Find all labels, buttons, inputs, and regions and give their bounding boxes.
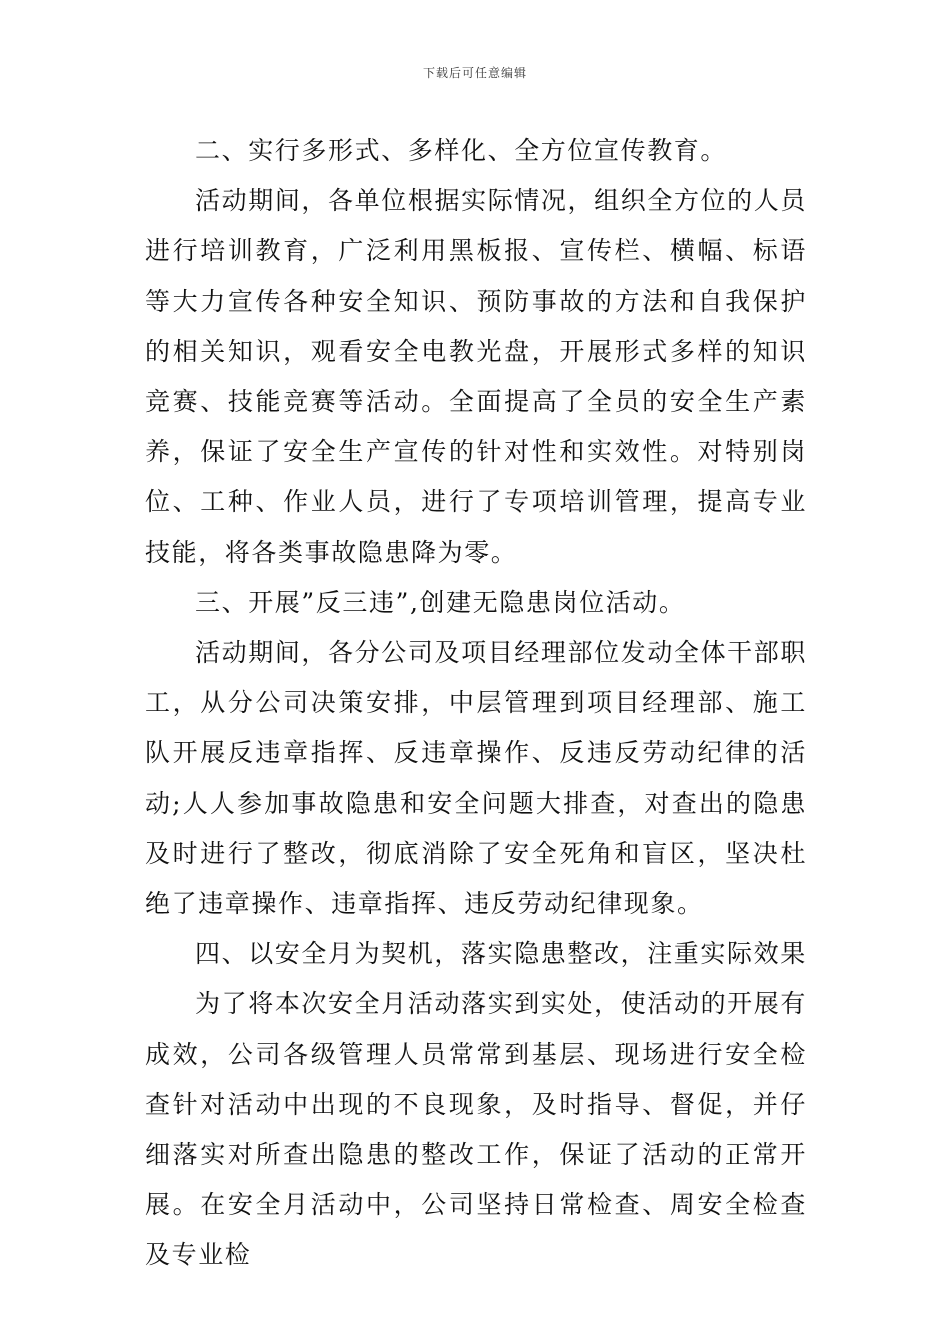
document-body [145,126,807,1281]
paragraph-inspection: 为了将本次安全月活动落实到实处，使活动的开展有成效，公司各级管理人员常常到基层、现场进行安全检查针对活动中出现的不良现象，及时指导、督促，并仔细落实对所查出隐患的整改工作，保证了活动的正常开展。在安全月活动中，公司坚持日常检查、周安全检查及专业检 [145,989,807,1270]
paragraph-training: 活动期间，各单位根据实际情况，组织全方位的人员进行培训教育，广泛利用黑板报、宣传栏、横幅、标语等大力宣传各种安全知识、预防事故的方法和自我保护的相关知识，观看安全电教光盘，开展形式多样的知识竞赛、技能竞赛等活动。全面提高了全员的安全生产素养，保证了安全生产宣传的针对性和实效性。对特别岗位、工种、作业人员，进行了专项培训管理，提高专业技能，将各类事故隐患降为零。 [145,186,807,567]
paragraph-anti-violation: 活动期间，各分公司及项目经理部位发动全体干部职工，从分公司决策安排，中层管理到项目经理部、施工队开展反违章指挥、反违章操作、反违反劳动纪律的活动;人人参加事故隐患和安全问题大排查，对查出的隐患及时进行了整改，彻底消除了安全死角和盲区，坚决杜绝了违章操作、违章指挥、违反劳动纪律现象。 [145,638,807,919]
section-heading-2: 二、实行多形式、多样化、全方位宣传教育。 [195,136,728,165]
section-heading-4: 四、以安全月为契机，落实隐患整改，注重实际效果 [195,939,807,969]
page-header-note: 下载后可任意编辑 [422,66,527,80]
section-heading-3: 三、开展”反三违”,创建无隐患岗位活动。 [195,587,686,617]
